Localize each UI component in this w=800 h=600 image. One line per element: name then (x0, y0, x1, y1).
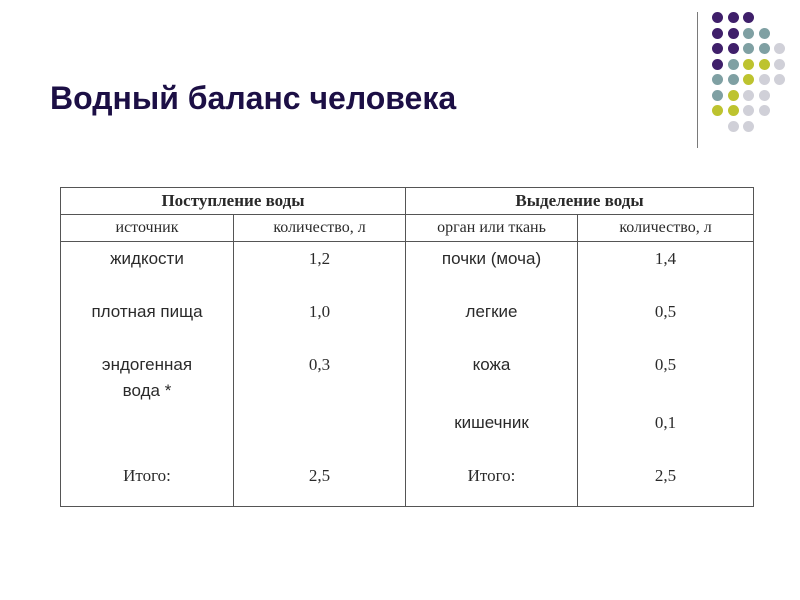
intake-group-header: Поступление воды (61, 188, 406, 215)
decorative-dot (712, 28, 723, 39)
decorative-dot (774, 59, 785, 70)
output-amount-cell: 0,5 (578, 295, 754, 348)
output-amount-cell: 1,4 (578, 242, 754, 296)
decorative-dot (712, 74, 723, 85)
table-row (61, 348, 754, 405)
decorative-dot (728, 121, 739, 132)
source-cell: плотная пища (61, 295, 234, 348)
output-total-cell: 2,5 (578, 459, 754, 507)
decorative-dot (728, 43, 739, 54)
table-row (61, 406, 754, 459)
decorative-dot (759, 43, 770, 54)
decorative-dot (712, 43, 723, 54)
organ-cell: почки (моча) (406, 242, 578, 296)
decorative-dot (743, 28, 754, 39)
decorative-dot (759, 105, 770, 116)
table-row (61, 295, 754, 348)
column-header-source: источник (61, 215, 234, 242)
column-header-organ: орган или ткань (406, 215, 578, 242)
decorative-dot (743, 90, 754, 101)
table-row (61, 459, 754, 507)
decorative-dot (728, 59, 739, 70)
decorative-dot (743, 105, 754, 116)
intake-amount-cell: 1,2 (234, 242, 406, 296)
decorative-dot (743, 59, 754, 70)
intake-amount-cell: 0,3 (234, 348, 406, 405)
intake-amount-cell: 1,0 (234, 295, 406, 348)
decorative-dot (712, 105, 723, 116)
decorative-dot (774, 43, 785, 54)
column-header-intake-amount: количество, л (234, 215, 406, 242)
output-amount-cell: 0,5 (578, 348, 754, 405)
water-balance-table (60, 187, 754, 507)
organ-cell: легкие (406, 295, 578, 348)
decorative-dot (712, 59, 723, 70)
decorative-dot (728, 12, 739, 23)
decorative-dot (712, 12, 723, 23)
decorative-dot (728, 74, 739, 85)
slide-title: Водный баланс человека (50, 80, 457, 116)
intake-amount-cell (234, 406, 406, 459)
decorative-dot (728, 105, 739, 116)
organ-cell: кожа (406, 348, 578, 405)
decorative-dot (712, 90, 723, 101)
table-row (61, 242, 754, 296)
decorative-divider-line (697, 12, 698, 148)
column-header-row (61, 215, 754, 242)
source-total-label: Итого: (61, 459, 234, 507)
decorative-dot (743, 74, 754, 85)
organ-total-label: Итого: (406, 459, 578, 507)
intake-total-cell: 2,5 (234, 459, 406, 507)
source-cell: жидкости (61, 242, 234, 296)
decorative-dot (759, 90, 770, 101)
decorative-dot (728, 90, 739, 101)
decorative-dot (743, 43, 754, 54)
decorative-dot (759, 74, 770, 85)
organ-cell: кишечник (406, 406, 578, 459)
column-header-output-amount: количество, л (578, 215, 754, 242)
decorative-dot (759, 59, 770, 70)
decorative-dot (743, 12, 754, 23)
group-header-row (61, 188, 754, 215)
decorative-dot (728, 28, 739, 39)
decorative-dot (774, 74, 785, 85)
decorative-dot (743, 121, 754, 132)
decorative-dot (759, 28, 770, 39)
output-amount-cell: 0,1 (578, 406, 754, 459)
source-cell: эндогенная вода * (61, 348, 234, 405)
output-group-header: Выделение воды (406, 188, 754, 215)
source-cell (61, 406, 234, 459)
